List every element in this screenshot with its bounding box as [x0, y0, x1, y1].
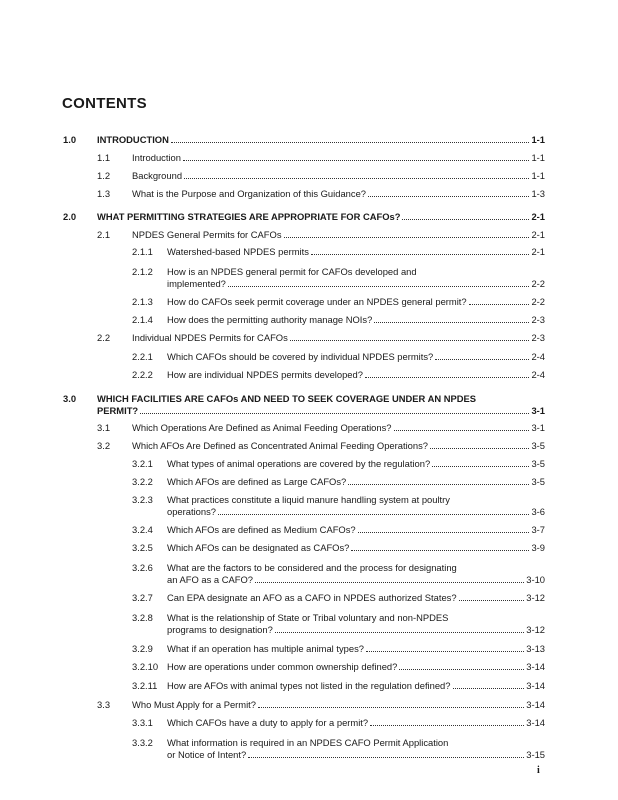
dot-leader [365, 377, 530, 378]
toc-page-number: 3-6 [531, 506, 545, 517]
toc-entry-number: 1.1 [97, 152, 111, 163]
toc-entry-title: Introduction [132, 152, 181, 163]
toc-page-number: 3-10 [526, 574, 545, 585]
toc-entry-number: 3.2 [97, 440, 111, 451]
toc-entry-number: 3.2.4 [132, 524, 153, 535]
toc-entry-title: How is an NPDES general permit for CAFOs developed and [167, 266, 417, 277]
toc-entry-number: 3.2.3 [132, 494, 153, 505]
toc-page-number: 1-1 [531, 170, 545, 181]
toc-page-number: 2-3 [531, 332, 545, 343]
toc-page-number: 3-13 [526, 643, 545, 654]
toc-entry-number: 3.2.5 [132, 542, 153, 553]
toc-entry-title: implemented? [167, 278, 226, 289]
dot-leader [228, 286, 530, 287]
toc-entry-number: 3.2.10 [132, 661, 159, 672]
dot-leader [183, 160, 529, 161]
toc-entry-number: 2.1.2 [132, 266, 153, 277]
dot-leader [348, 484, 529, 485]
dot-leader [430, 448, 529, 449]
toc-page-number: 2-2 [531, 296, 545, 307]
toc-entry-title: Which Operations Are Defined as Animal Feeding Operations? [132, 422, 392, 433]
toc-entry-title: Which CAFOs have a duty to apply for a permit? [167, 717, 369, 728]
toc-page-number: 3-1 [531, 422, 545, 433]
toc-entry-number: 3.2.2 [132, 476, 153, 487]
toc-page-number: 1-1 [531, 134, 545, 145]
toc-entry-number: 2.1.3 [132, 296, 153, 307]
toc-entry-title: operations? [167, 506, 216, 517]
dot-leader [171, 142, 530, 143]
dot-leader [370, 725, 524, 726]
toc-entry-title: What practices constitute a liquid manure handling system at poultry [167, 494, 450, 505]
dot-leader [311, 254, 530, 255]
toc-page-number: 3-9 [531, 542, 545, 553]
toc-page-number: 3-15 [526, 749, 545, 760]
dot-leader [374, 322, 529, 323]
toc-page-number: 3-5 [531, 458, 545, 469]
dot-leader [140, 413, 529, 414]
toc-page-number: 2-4 [531, 369, 545, 380]
dot-leader [432, 466, 529, 467]
dot-leader [459, 600, 525, 601]
toc-entry-title: How does the permitting authority manage NOIs? [167, 314, 373, 325]
toc-page-number: 3-12 [526, 624, 545, 635]
dot-leader [290, 340, 530, 341]
toc-entry-title: Which CAFOs should be covered by individual NPDES permits? [167, 351, 434, 362]
toc-entry-title: or Notice of Intent? [167, 749, 247, 760]
toc-entry-title: PERMIT? [97, 405, 139, 416]
toc-entry-title: Which AFOs Are Defined as Concentrated Animal Feeding Operations? [132, 440, 428, 451]
toc-entry-title: WHAT PERMITTING STRATEGIES ARE APPROPRIATE FOR CAFOs? [97, 211, 401, 222]
toc-entry-number: 1.2 [97, 170, 111, 181]
toc-page-number: 2-2 [531, 278, 545, 289]
dot-leader [399, 669, 524, 670]
toc-entry-title: Which AFOs can be designated as CAFOs? [167, 542, 350, 553]
toc-entry-number: 1.0 [63, 134, 77, 145]
toc-entry-title: What is the Purpose and Organization of this Guidance? [132, 188, 366, 199]
toc-entry-title: Which AFOs are defined as Large CAFOs? [167, 476, 347, 487]
toc-entry-number: 2.1.4 [132, 314, 153, 325]
toc-entry-title: Individual NPDES Permits for CAFOs [132, 332, 288, 343]
toc-entry-title: How are AFOs with animal types not listed in the regulation defined? [167, 680, 451, 691]
page-title: CONTENTS [62, 95, 147, 112]
dot-leader [366, 651, 524, 652]
toc-entry-title: Who Must Apply for a Permit? [132, 699, 257, 710]
toc-entry-title: Background [132, 170, 183, 181]
toc-entry-number: 3.1 [97, 422, 111, 433]
toc-entry-title: How are operations under common ownership defined? [167, 661, 398, 672]
toc-entry-title: an AFO as a CAFO? [167, 574, 253, 585]
toc-page-number: 3-5 [531, 440, 545, 451]
toc-entry-number: 3.0 [63, 393, 77, 404]
dot-leader [284, 237, 530, 238]
dot-leader [275, 632, 524, 633]
dot-leader [248, 757, 524, 758]
toc-entry-number: 2.0 [63, 211, 77, 222]
toc-page-number: 3-14 [526, 717, 545, 728]
toc-entry-title: Which AFOs are defined as Medium CAFOs? [167, 524, 356, 535]
dot-leader [255, 582, 524, 583]
toc-page-number: 2-3 [531, 314, 545, 325]
toc-entry-number: 1.3 [97, 188, 111, 199]
page-number: i [537, 765, 540, 776]
toc-page-number: 2-4 [531, 351, 545, 362]
toc-entry-number: 3.2.8 [132, 612, 153, 623]
toc-page-number: 1-1 [531, 152, 545, 163]
toc-entry-title: What is the relationship of State or Tribal voluntary and non-NPDES [167, 612, 449, 623]
toc-page-number: 3-7 [531, 524, 545, 535]
dot-leader [258, 707, 524, 708]
dot-leader [358, 532, 530, 533]
toc-page-number: 2-1 [531, 246, 545, 257]
toc-entry-title: What are the factors to be considered and the process for designating [167, 562, 457, 573]
toc-page-number: 2-1 [531, 229, 545, 240]
toc-entry-number: 2.1.1 [132, 246, 153, 257]
toc-entry-number: 3.2.7 [132, 592, 153, 603]
toc-entry-title: What information is required in an NPDES CAFO Permit Application [167, 737, 449, 748]
toc-entry-title: Watershed-based NPDES permits [167, 246, 309, 257]
dot-leader [435, 359, 529, 360]
dot-leader [351, 550, 529, 551]
toc-entry-number: 3.3.1 [132, 717, 153, 728]
toc-entry-title: INTRODUCTION [97, 134, 169, 145]
dot-leader [184, 178, 529, 179]
toc-entry-title: What if an operation has multiple animal types? [167, 643, 364, 654]
toc-entry-number: 2.1 [97, 229, 111, 240]
dot-leader [402, 219, 529, 220]
toc-entry-title: WHICH FACILITIES ARE CAFOs AND NEED TO SEEK COVERAGE UNDER AN NPDES [97, 393, 477, 404]
toc-entry-title: How do CAFOs seek permit coverage under an NPDES general permit? [167, 296, 467, 307]
toc-page-number: 2-1 [531, 211, 545, 222]
toc-page-number: 3-5 [531, 476, 545, 487]
toc-entry-title: What types of animal operations are covered by the regulation? [167, 458, 431, 469]
toc-page-number: 3-14 [526, 699, 545, 710]
toc-page-number: 1-3 [531, 188, 545, 199]
toc-entry-number: 3.3 [97, 699, 111, 710]
dot-leader [368, 196, 529, 197]
toc-entry-number: 2.2 [97, 332, 111, 343]
dot-leader [218, 514, 529, 515]
toc-entry-number: 3.2.11 [132, 680, 158, 691]
toc-entry-number: 3.2.9 [132, 643, 153, 654]
dot-leader [453, 688, 525, 689]
toc-entry-title: Can EPA designate an AFO as a CAFO in NPDES authorized States? [167, 592, 457, 603]
toc-page-number: 3-14 [526, 661, 545, 672]
toc-entry-number: 2.2.2 [132, 369, 153, 380]
toc-entry-title: programs to designation? [167, 624, 273, 635]
toc-entry-number: 3.2.6 [132, 562, 153, 573]
toc-entry-number: 3.3.2 [132, 737, 153, 748]
toc-entry-title: How are individual NPDES permits developed? [167, 369, 363, 380]
toc-entry-number: 2.2.1 [132, 351, 153, 362]
toc-entry-number: 3.2.1 [132, 458, 153, 469]
dot-leader [469, 304, 530, 305]
toc-page-number: 3-1 [531, 405, 545, 416]
toc-entry-title: NPDES General Permits for CAFOs [132, 229, 282, 240]
toc-page-number: 3-14 [526, 680, 545, 691]
dot-leader [394, 430, 530, 431]
toc-page-number: 3-12 [526, 592, 545, 603]
